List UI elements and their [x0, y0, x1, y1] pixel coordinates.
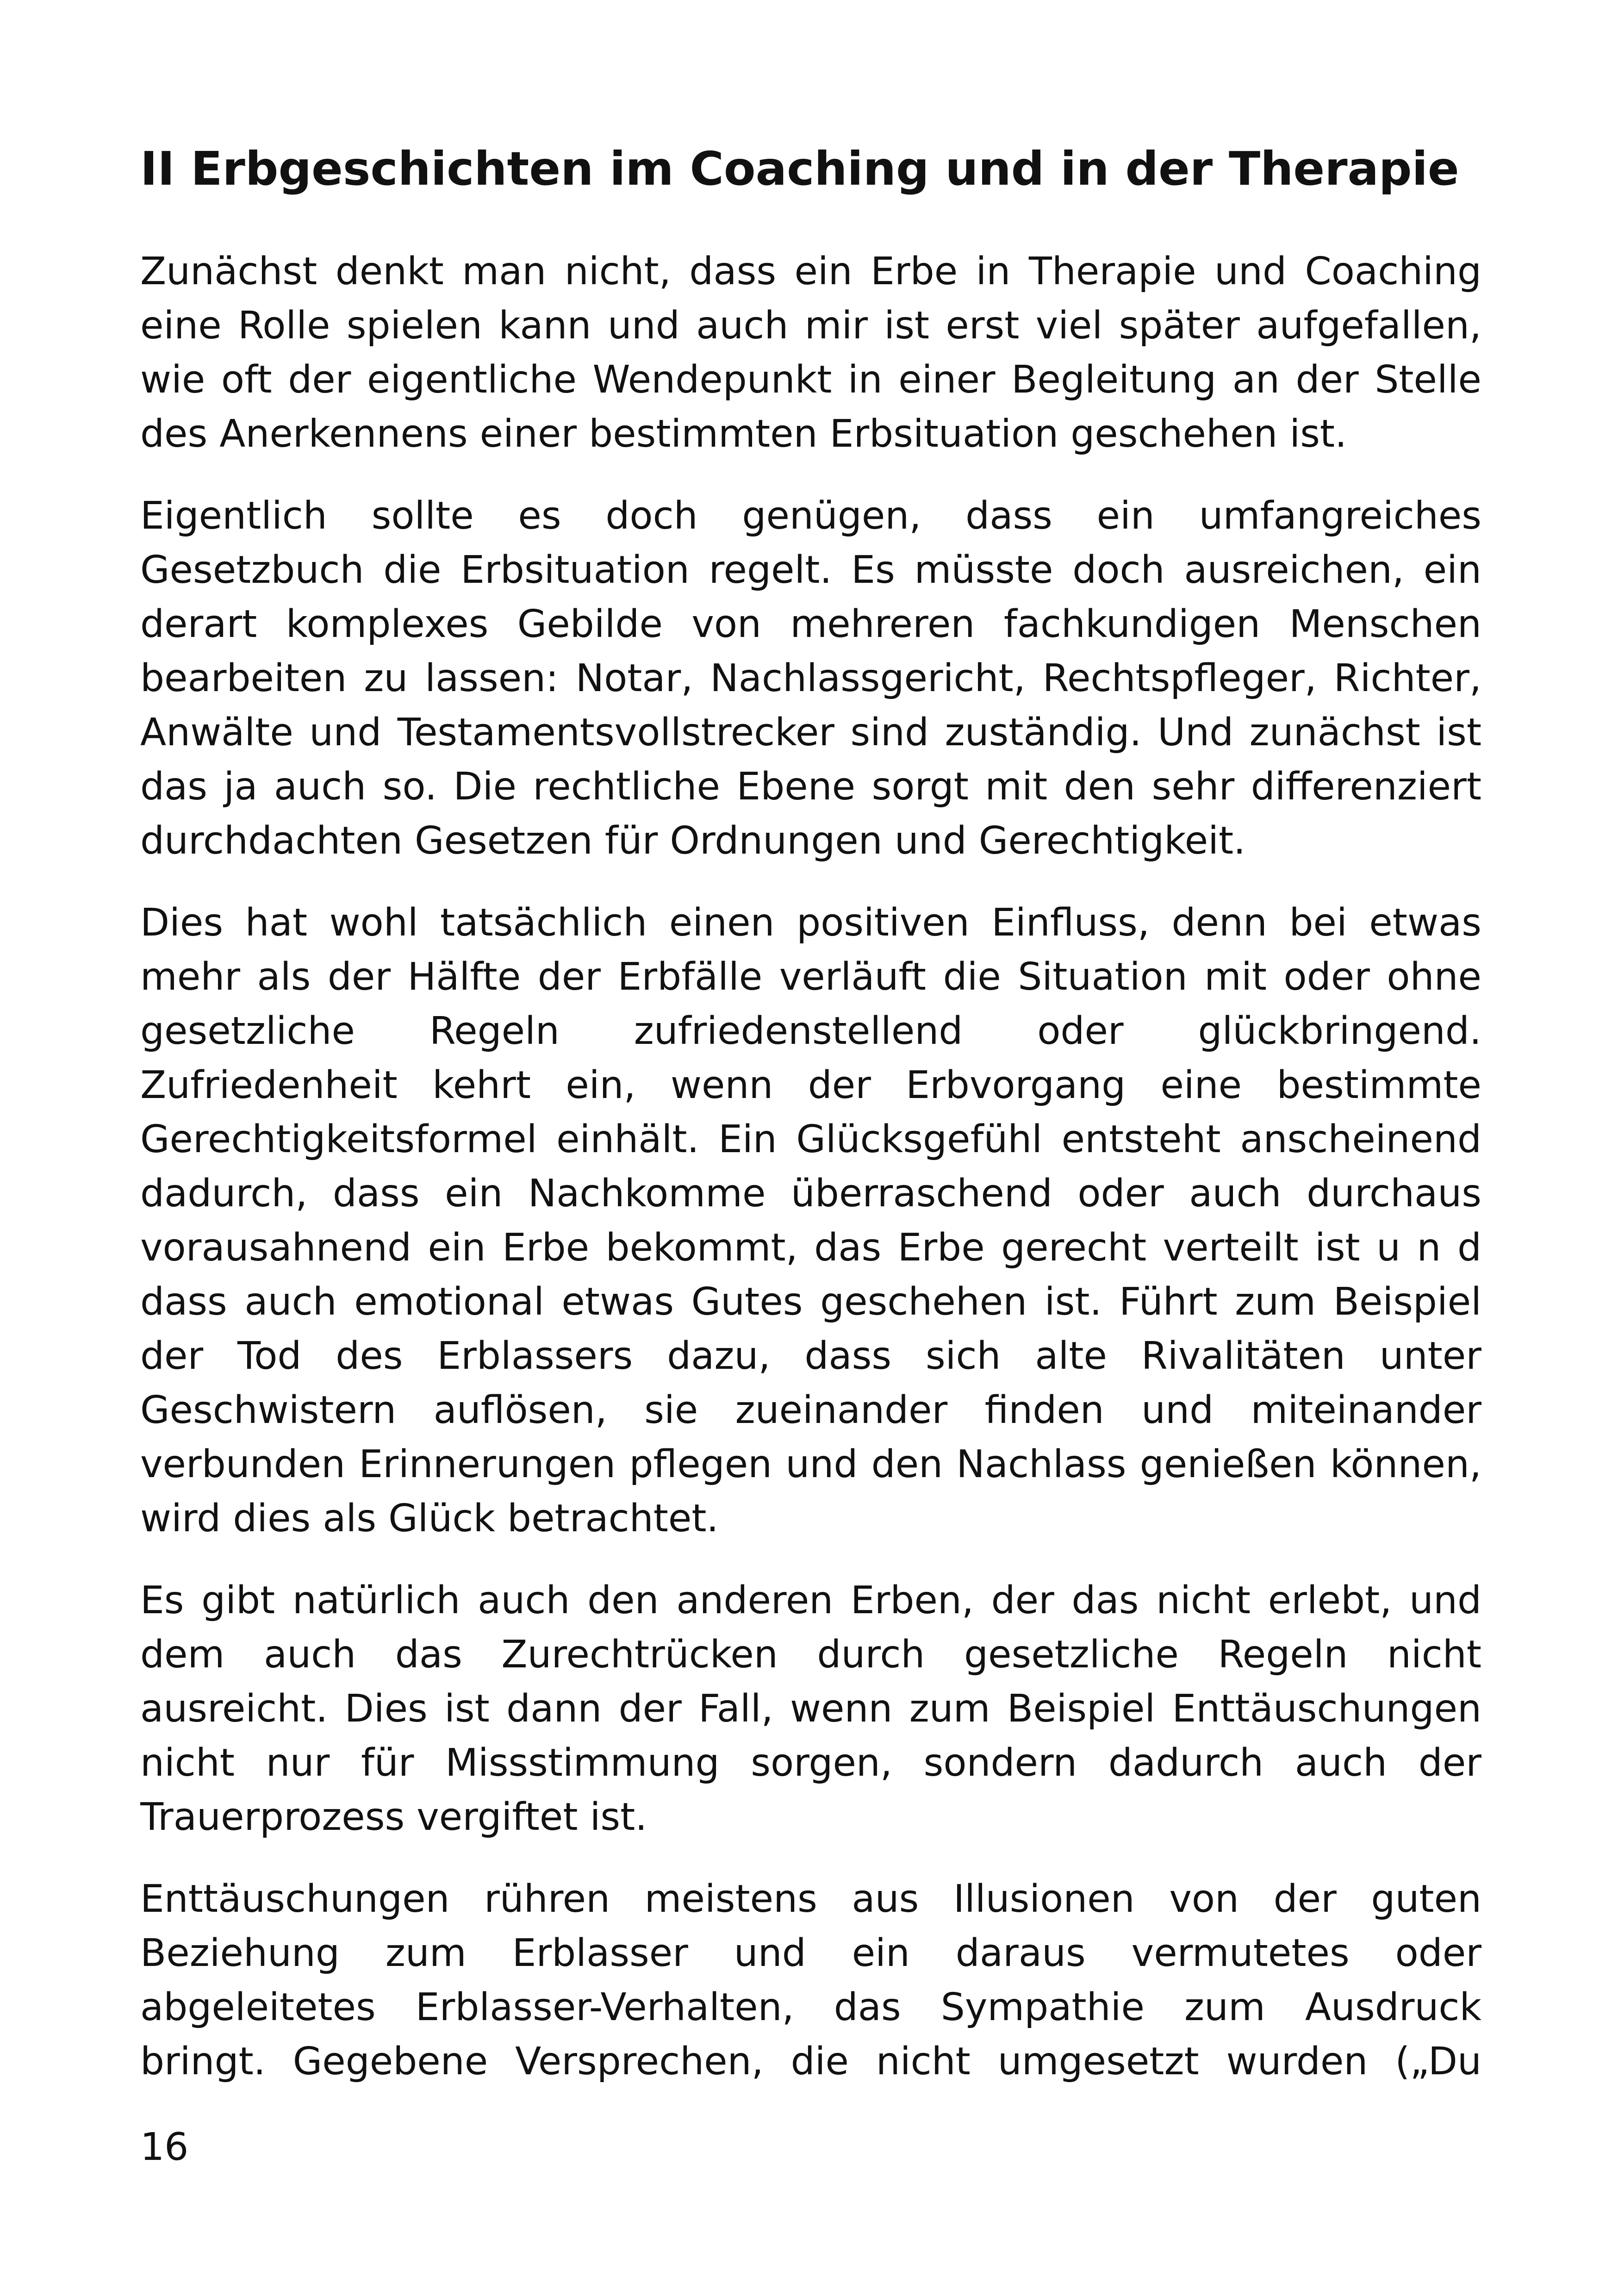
- text-line: des Anerkennens einer bestimmten Erbsituation geschehen ist.: [140, 412, 1347, 456]
- text-line: bringt. Gegebene Versprechen, die nicht umgesetzt wurden („Du: [140, 2040, 1481, 2084]
- paragraph: [140, 244, 1481, 461]
- text-line: Anwälte und Testamentsvollstrecker sind zuständig. Und zunächst ist: [140, 711, 1481, 755]
- text-line: Trauerprozess vergiftet ist.: [140, 1795, 647, 1839]
- text-line: verbunden Erinnerungen pflegen und den Nachlass genießen können,: [140, 1442, 1481, 1486]
- page-number: 16: [140, 2125, 189, 2169]
- text-line: abgeleitetes Erblasser-Verhalten, das Sympathie zum Ausdruck: [140, 1985, 1481, 2029]
- paragraph: [140, 896, 1481, 1546]
- text-line: Geschwistern auflösen, sie zueinander finden und miteinander: [140, 1388, 1481, 1432]
- chapter-heading: II Erbgeschichten im Coaching und in der Therapie: [140, 142, 1459, 196]
- text-line: durchdachten Gesetzen für Ordnungen und Gerechtigkeit.: [140, 819, 1246, 863]
- text-line: Zunächst denkt man nicht, dass ein Erbe in Therapie und Coaching: [140, 250, 1481, 293]
- text-line: das ja auch so. Die rechtliche Ebene sorgt mit den sehr differenziert: [140, 765, 1481, 809]
- text-line: Gerechtigkeitsformel einhält. Ein Glücksgefühl entsteht anscheinend: [140, 1117, 1481, 1161]
- text-line: wird dies als Glück betrachtet.: [140, 1497, 719, 1541]
- text-line: dadurch, dass ein Nachkomme überraschend oder auch durchaus: [140, 1172, 1481, 1216]
- text-line: mehr als der Hälfte der Erbfälle verläuft die Situation mit oder ohne: [140, 955, 1481, 999]
- text-line: dass auch emotional etwas Gutes geschehen ist. Führt zum Beispiel: [140, 1280, 1481, 1324]
- text-line: ausreicht. Dies ist dann der Fall, wenn zum Beispiel Enttäuschungen: [140, 1687, 1481, 1731]
- paragraph: [140, 1573, 1481, 1844]
- text-line: wie oft der eigentliche Wendepunkt in einer Begleitung an der Stelle: [140, 358, 1481, 402]
- body-text: [140, 244, 1481, 2116]
- paragraph: [140, 1872, 1481, 2089]
- text-line: dem auch das Zurechtrücken durch gesetzliche Regeln nicht: [140, 1633, 1481, 1677]
- text-line: Beziehung zum Erblasser und ein daraus vermutetes oder: [140, 1931, 1481, 1975]
- text-line: gesetzliche Regeln zufriedenstellend oder glückbringend.: [140, 1009, 1481, 1053]
- text-line: der Tod des Erblassers dazu, dass sich alte Rivalitäten unter: [140, 1334, 1481, 1378]
- text-line: Es gibt natürlich auch den anderen Erben, der das nicht erlebt, und: [140, 1578, 1481, 1622]
- text-line: nicht nur für Missstimmung sorgen, sondern dadurch auch der: [140, 1741, 1481, 1785]
- text-line: bearbeiten zu lassen: Notar, Nachlassgericht, Rechtspfleger, Richter,: [140, 656, 1481, 700]
- text-line: Zufriedenheit kehrt ein, wenn der Erbvorgang eine bestimmte: [140, 1063, 1481, 1107]
- text-line: vorausahnend ein Erbe bekommt, das Erbe gerecht verteilt ist u n d: [140, 1226, 1481, 1270]
- text-line: derart komplexes Gebilde von mehreren fachkundigen Menschen: [140, 602, 1481, 646]
- text-line: Gesetzbuch die Erbsituation regelt. Es müsste doch ausreichen, ein: [140, 548, 1481, 592]
- text-line: Dies hat wohl tatsächlich einen positiven Einfluss, denn bei etwas: [140, 901, 1481, 945]
- text-line: Eigentlich sollte es doch genügen, dass ein umfangreiches: [140, 494, 1481, 538]
- text-line: Enttäuschungen rühren meistens aus Illusionen von der guten: [140, 1877, 1481, 1921]
- text-line: eine Rolle spielen kann und auch mir ist erst viel später aufgefallen,: [140, 304, 1481, 348]
- paragraph: [140, 489, 1481, 868]
